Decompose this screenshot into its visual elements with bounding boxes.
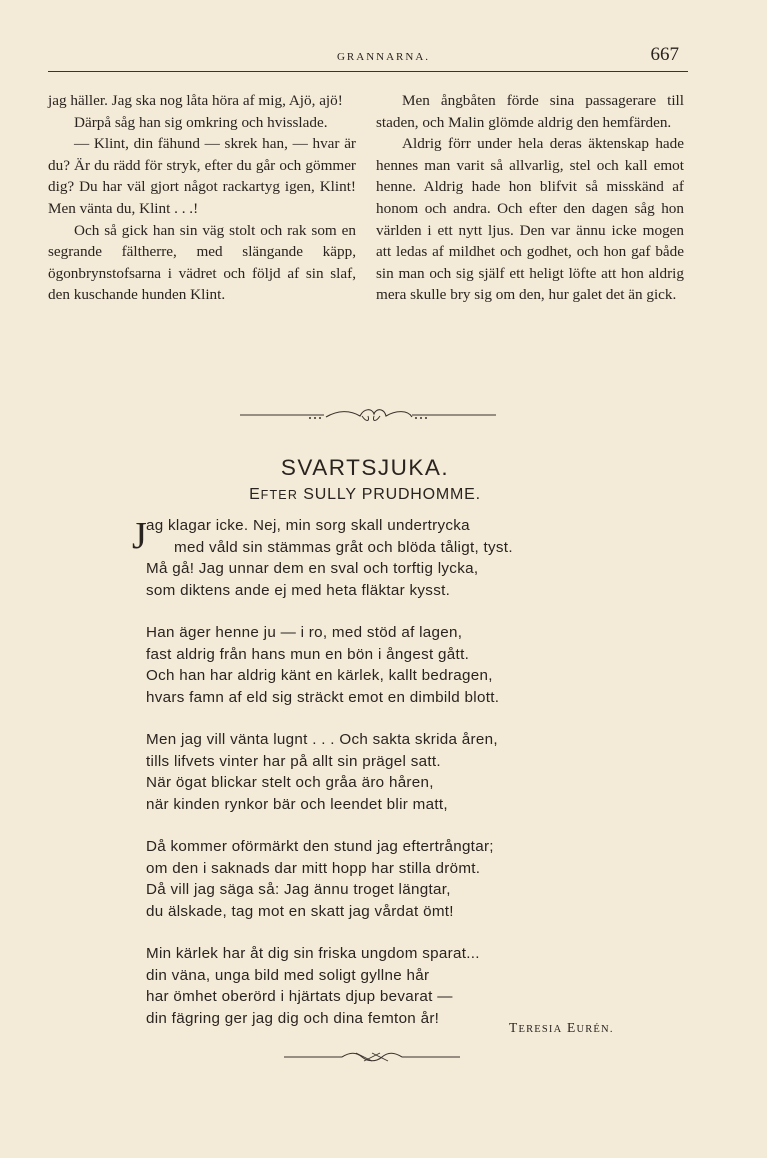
page-number: 667 — [650, 44, 679, 65]
subtitle-prefix-rest: FTER — [260, 488, 299, 502]
poem-stanza — [146, 836, 606, 922]
poem-line: du älskade, tag mot en skatt jag vårdat ömt! — [146, 902, 454, 920]
poem-line: Må gå! Jag unnar dem en sval och torftig lycka, — [146, 560, 479, 577]
poem-body — [132, 515, 606, 1050]
poem-line: Och han har aldrig känt en kärlek, kallt bedragen, — [146, 667, 493, 684]
poem-stanza — [146, 622, 606, 708]
author-last-rest: URÉN. — [576, 1024, 614, 1035]
poem-line: när kinden rynkor bär och leendet blir matt, — [146, 795, 448, 813]
end-ornament — [284, 1048, 460, 1066]
poem-line: din fägring ger jag dig och dina femton år! — [146, 1009, 440, 1027]
running-title: GRANNARNA. — [336, 51, 431, 63]
poem-stanza — [146, 729, 606, 815]
prose-paragraph: Och så gick han sin väg stolt och rak som en segrande fältherre, med slängande käpp, ögonbrynstofsarna i vädret och följd af sin slaf, den kuschande hunden Klint. — [48, 221, 356, 304]
author-first-rest: ERESIA — [518, 1024, 563, 1035]
poem-line: Då vill jag säga så: Jag ännu troget längtar, — [146, 881, 451, 898]
prose-paragraph: Men ångbåten förde sina passagerare till staden, och Malin glömde aldrig den hemfärden. — [376, 92, 684, 131]
poem-line: Min kärlek har åt dig sin friska ungdom sparat... — [146, 945, 480, 962]
section-divider-ornament — [240, 404, 496, 426]
subtitle-prefix-initial: E — [249, 486, 261, 503]
subtitle-author: SULLY PRUDHOMME. — [303, 486, 481, 503]
author-first-initial: T — [509, 1020, 519, 1035]
poem-line: hvars famn af eld sig sträckt emot en dimbild blott. — [146, 688, 500, 706]
poem-line: Då kommer oförmärkt den stund jag eftertrångtar; — [146, 838, 494, 855]
poem-title: SVARTSJUKA. — [280, 455, 450, 480]
prose-column-left — [48, 90, 356, 306]
header-rule — [48, 71, 688, 72]
poem-line: tills lifvets vinter har på allt sin prägel satt. — [146, 752, 441, 770]
prose-column-right — [376, 90, 684, 306]
poem-line: har ömhet oberörd i hjärtats djup bevarat — — [146, 988, 453, 1005]
poem-line: med våld sin stämmas gråt och blöda tåligt, tyst. — [174, 538, 513, 556]
prose-paragraph: Aldrig förr under hela deras äktenskap hade hennes man varit så allvarlig, stel och kall emot henne. Aldrig hade hon blifvit så misskänd af honom och andra. Och efter den dagen såg hon världen i ett nytt ljus. Den var ännu icke mogen att ledas af mildhet och godhet, och hon gaf både sin man och sig själf ett heligt löfte att hon aldrig mera skulle bry sig om den, hur galet det än gick. — [376, 135, 684, 304]
prose-paragraph: jag häller. Jag ska nog låta höra af mig, Ajö, ajö! — [48, 92, 343, 109]
prose-paragraph: — Klint, din fähund — skrek han, — hvar är du? Är du rädd för stryk, efter du går och gömmer dig? Du har väl gjort något rackartyg igen, Klint! Men vänta du, Klint . . .! — [48, 135, 356, 217]
drop-cap: J — [132, 515, 148, 557]
poem-line: Han äger henne ju — i ro, med stöd af lagen, — [146, 624, 463, 641]
poem-line: När ögat blickar stelt och gråa äro håren, — [146, 774, 434, 791]
poem-line: J ag klagar icke. Nej, min sorg skall undertrycka — [132, 515, 470, 557]
poem-line: din väna, unga bild med soligt gyllne hår — [146, 966, 430, 984]
prose-paragraph: Därpå såg han sig omkring och hvisslade. — [74, 113, 328, 131]
author-last-initial: E — [566, 1020, 577, 1035]
poem-line: Men jag vill vänta lugnt . . . Och sakta skrida åren, — [146, 731, 498, 748]
poem-line: fast aldrig från hans mun en bön i ångest gått. — [146, 645, 470, 663]
poem-line: om den i saknads dar mitt hopp har stilla drömt. — [146, 859, 481, 877]
poem-stanza — [146, 943, 606, 1029]
poem-subtitle — [0, 486, 730, 504]
poem-stanza — [132, 515, 606, 601]
poem-translator — [509, 1020, 614, 1036]
poem-line: som diktens ande ej med heta fläktar kysst. — [146, 581, 451, 599]
